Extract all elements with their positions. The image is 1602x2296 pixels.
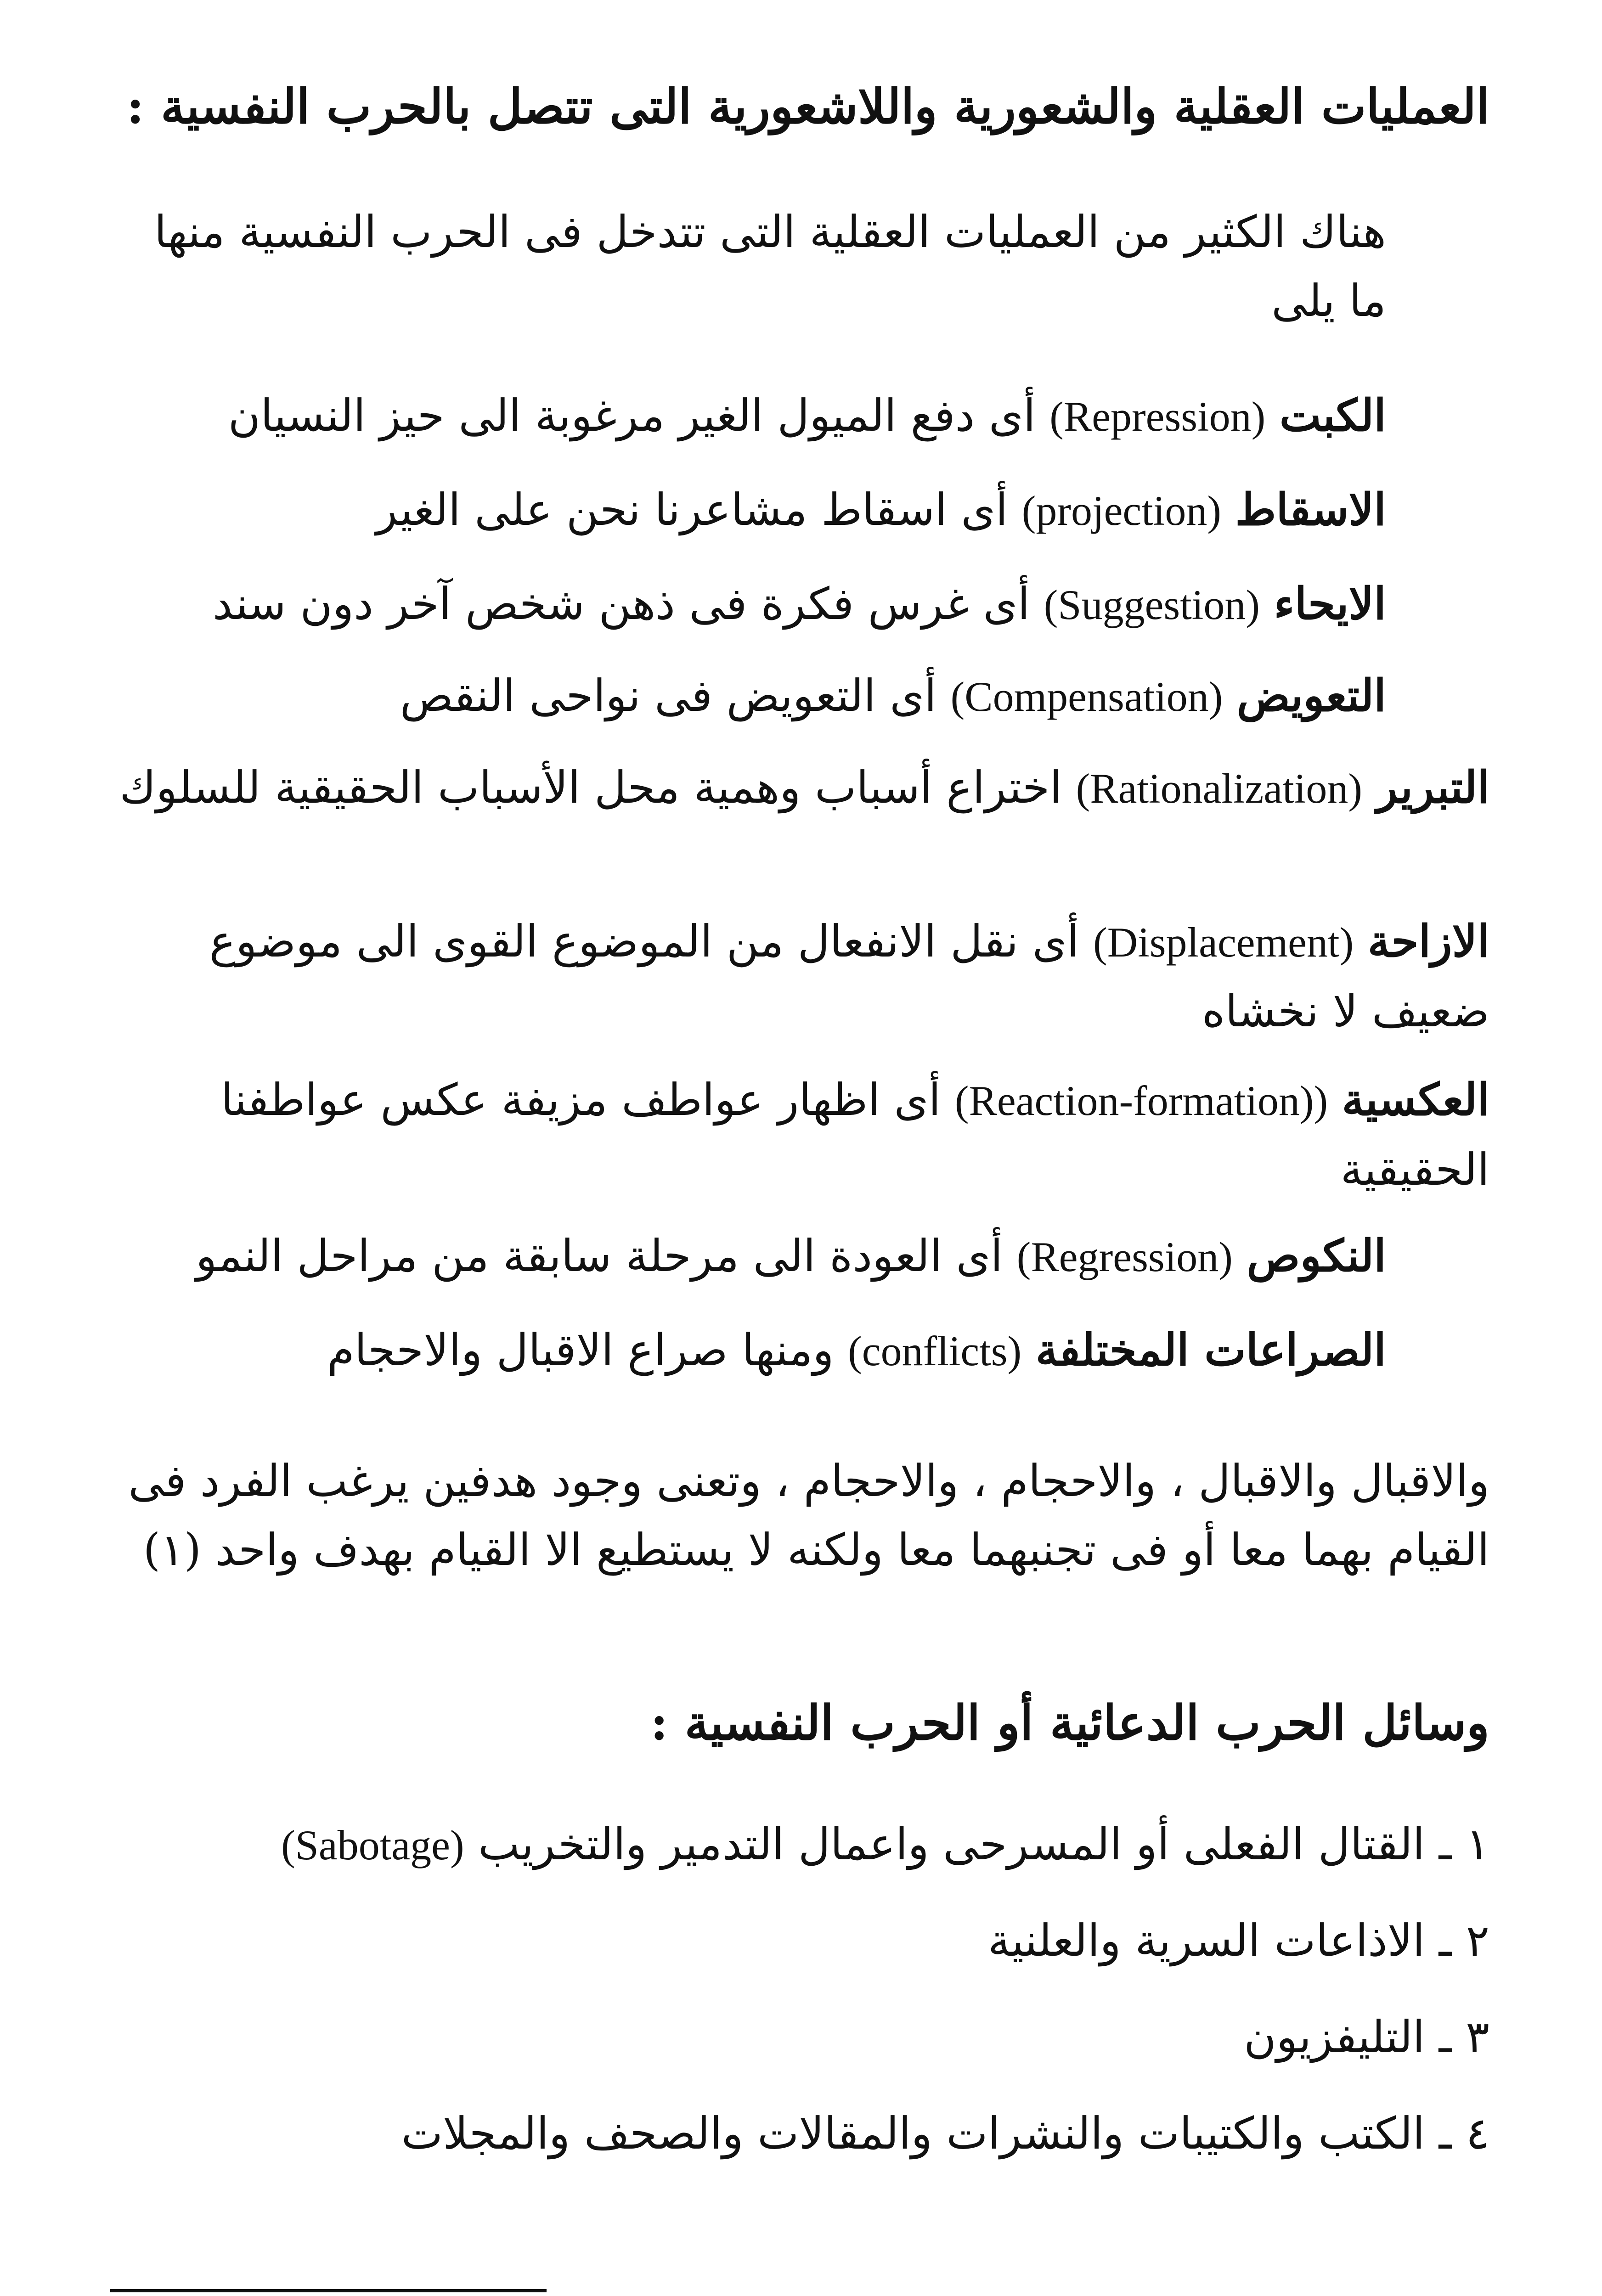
term-row-compensation (118, 661, 1386, 731)
means-item-4 (112, 2108, 1489, 2159)
term-label: النكوص (1247, 1230, 1386, 1282)
term-description: أى التعويض فى نواحى النقص (400, 670, 937, 721)
term-description: أى العودة الى مرحلة سابقة من مراحل النمو (196, 1230, 1003, 1282)
list-text: الاذاعات السرية والعلنية (988, 1915, 1425, 1966)
term-row-displacement (116, 907, 1489, 1046)
means-item-3 (112, 2011, 1489, 2063)
term-description: أى غرس فكرة فى ذهن شخص آخر دون سند (213, 578, 1030, 630)
list-number: ٤ ـ (1438, 2108, 1489, 2159)
means-heading: وسائل الحرب الدعائية أو الحرب النفسية : (650, 1694, 1489, 1751)
term-latin: (Displacement) (1093, 919, 1354, 966)
list-latin: (Sabotage) (281, 1822, 464, 1868)
term-latin: (Regression) (1016, 1233, 1233, 1280)
footnote-divider (110, 2289, 547, 2292)
term-description: أى اسقاط مشاعرنا نحن على الغير (376, 484, 1008, 535)
term-latin: (Compensation) (950, 673, 1223, 720)
means-item-2 (112, 1915, 1489, 1966)
list-text: التليفزيون (1244, 2011, 1425, 2063)
term-description: اختراع أسباب وهمية محل الأسباب الحقيقية للسلوك (119, 762, 1062, 813)
term-label: الكبت (1279, 389, 1386, 441)
list-text: الكتب والكتيبات والنشرات والمقالات والصحف والمجلات (401, 2108, 1425, 2159)
list-number: ٣ ـ (1438, 2011, 1489, 2063)
term-latin: (Suggestion) (1044, 581, 1260, 628)
term-label: التبرير (1376, 761, 1489, 813)
term-latin: (conflicts) (848, 1328, 1022, 1374)
term-label: الاسقاط (1235, 484, 1386, 535)
term-row-projection (118, 475, 1386, 545)
term-row-suggestion (118, 569, 1386, 639)
term-label: الازاحة (1367, 915, 1489, 967)
term-row-regression (118, 1221, 1386, 1291)
term-label: الصراعات المختلفة (1035, 1324, 1386, 1376)
term-label: التعويض (1236, 670, 1386, 721)
term-row-rationalization (116, 753, 1489, 823)
term-latin: ((Reaction-formation) (954, 1077, 1328, 1124)
term-description: ومنها صراع الاقبال والاحجام (327, 1324, 834, 1376)
term-description: أى نقل الانفعال من الموضوع القوى الى موضوع ضعيف لا نخشاه (209, 916, 1489, 1037)
means-item-1 (112, 1818, 1489, 1870)
term-label: الايحاء (1274, 578, 1386, 630)
main-heading: العمليات العقلية والشعورية واللاشعورية التى تتصل بالحرب النفسية : (126, 78, 1489, 135)
approach-avoidance-paragraph: والاقبال والاقبال ، والاحجام ، والاحجام ، وتعنى وجود هدفين يرغب الفرد فى القيام بهما معا أو فى تجنبهما معا ولكنه لا يستطيع الا القيام بهدف واحد (١) (128, 1455, 1489, 1576)
term-description: أى دفع الميول الغير مرغوبة الى حيز النسيان (228, 390, 1036, 441)
term-description: أى اظهار عواطف مزيفة عكس عواطفنا الحقيقية (221, 1074, 1489, 1195)
term-label: العكسية (1342, 1074, 1489, 1125)
term-row-reaction-formation (116, 1065, 1489, 1204)
list-text: القتال الفعلى أو المسرحى واعمال التدمير والتخريب (478, 1818, 1425, 1870)
term-latin: (Repression) (1049, 393, 1266, 440)
intro-paragraph: هناك الكثير من العمليات العقلية التى تتدخل فى الحرب النفسية منها ما يلى (154, 206, 1386, 326)
list-number: ٢ ـ (1438, 1915, 1489, 1966)
term-latin: (Rationalization) (1076, 765, 1362, 812)
term-row-conflicts (118, 1316, 1386, 1385)
term-row-repression (118, 381, 1386, 451)
term-latin: (projection) (1021, 487, 1222, 534)
list-number: ١ ـ (1438, 1818, 1489, 1870)
